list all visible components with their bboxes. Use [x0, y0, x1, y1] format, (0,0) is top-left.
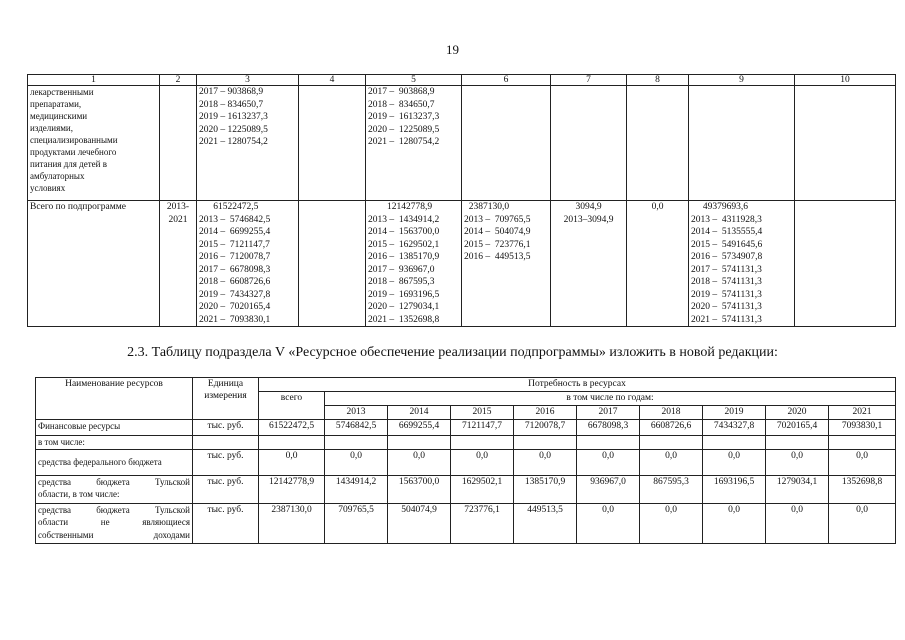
text-line: 2017 – 903868,9: [368, 87, 435, 97]
text-line: 2021 – 1280754,2: [368, 137, 440, 147]
text-line: 2017 – 6678098,3: [199, 264, 271, 275]
empty-cell: [193, 436, 259, 450]
header-total: всего: [259, 392, 325, 420]
text-line: 2018 – 834650,7: [199, 99, 264, 110]
year-header: 2019: [703, 406, 766, 420]
resource-name: [36, 503, 193, 543]
text-line: 2014 – 504074,9: [464, 227, 531, 237]
text-line: 2020 – 1279034,1: [368, 302, 440, 312]
col-number: 1: [28, 75, 160, 86]
table-row: [36, 449, 896, 475]
col-number: 9: [689, 75, 795, 86]
text-line: 2016 – 449513,5: [464, 252, 531, 262]
header-by-years: в том числе по годам:: [325, 392, 896, 406]
text-line: препаратами,: [30, 99, 82, 109]
text-line: 2014 – 5135555,4: [691, 227, 763, 237]
text-line: 2018 – 5741131,3: [691, 277, 762, 287]
text-line: 2020 – 1225089,5: [199, 124, 268, 135]
empty-cell: [462, 86, 551, 201]
row-name-cell: [28, 86, 160, 201]
text-line: 2015 – 7121147,7: [199, 239, 270, 250]
value-cell: 1352698,8: [829, 475, 896, 503]
text-line: измерения: [204, 391, 247, 401]
table-row: [36, 436, 896, 450]
empty-cell: [627, 86, 689, 201]
resources-table: [35, 377, 896, 544]
text-line: 2015 – 5491645,6: [691, 239, 763, 250]
header-row: [36, 378, 896, 392]
total-cell: 0,0: [259, 449, 325, 475]
value-cell: 867595,3: [640, 475, 703, 503]
unit-cell: тыс. руб.: [193, 449, 259, 475]
value-cell: 0,0: [829, 449, 896, 475]
empty-cell: [577, 436, 640, 450]
page-number: 19: [446, 42, 459, 57]
header-resource-name: Наименование ресурсов: [36, 378, 193, 420]
text-line: 2013-: [166, 202, 190, 212]
total-cell: 2387130,0: [259, 503, 325, 543]
value-cell: 6699255,4: [388, 420, 451, 436]
value-cell: 0,0: [703, 449, 766, 475]
text-line: 2013 – 709765,5: [464, 214, 531, 225]
text-line: 12142778,9: [368, 202, 433, 212]
value-cell: 5746842,5: [325, 420, 388, 436]
table-row: [36, 475, 896, 503]
empty-cell: [160, 86, 197, 201]
text-line: 2021: [168, 214, 188, 225]
value-cell: 504074,9: [388, 503, 451, 543]
col-number: 2: [160, 75, 197, 86]
empty-cell: [795, 201, 896, 327]
empty-cell: [640, 436, 703, 450]
value-cell: 1279034,1: [766, 475, 829, 503]
amount-cell: [462, 201, 551, 327]
section-heading: 2.3. Таблицу подраздела V «Ресурсное обеспечение реализации подпрограммы» изложить в новой редакции:: [127, 345, 778, 360]
value-cell: 0,0: [577, 449, 640, 475]
text-line: 2015 – 1629502,1: [368, 239, 440, 250]
table-row: [36, 420, 896, 436]
row-name-cell: Всего по подпрограмме: [28, 201, 160, 327]
text-line: Единица: [207, 379, 244, 389]
text-line: средства бюджета Тульской: [38, 504, 190, 515]
total-cell: 61522472,5: [259, 420, 325, 436]
text-line: 2020 – 7020165,4: [199, 302, 271, 312]
text-line: области, в том числе:: [38, 489, 120, 499]
resource-name: в том числе:: [36, 436, 193, 450]
text-line: 2014 – 1563700,0: [368, 227, 440, 237]
unit-cell: тыс. руб.: [193, 420, 259, 436]
value-cell: 1385170,9: [514, 475, 577, 503]
text-line: 2016 – 7120078,7: [199, 252, 271, 262]
text-line: 3094,9: [575, 202, 602, 212]
value-cell: 723776,1: [451, 503, 514, 543]
text-line: лекарственными: [30, 87, 94, 97]
empty-cell: [829, 436, 896, 450]
col-number: 8: [627, 75, 689, 86]
year-header: 2015: [451, 406, 514, 420]
empty-cell: [514, 436, 577, 450]
value-cell: 0,0: [514, 449, 577, 475]
col-number: 7: [551, 75, 627, 86]
text-line: 2019 – 7434327,8: [199, 289, 271, 300]
subprogram-table: [27, 74, 896, 327]
amount-cell: [366, 86, 462, 201]
amount-cell: 0,0: [627, 201, 689, 327]
text-line: 2018 – 6608726,6: [199, 277, 271, 287]
text-line: средства бюджета Тульской: [38, 476, 190, 487]
value-cell: 0,0: [577, 503, 640, 543]
value-cell: 1563700,0: [388, 475, 451, 503]
amount-cell: [689, 201, 795, 327]
empty-cell: [299, 201, 366, 327]
total-cell: 12142778,9: [259, 475, 325, 503]
text-line: 2019 – 1693196,5: [368, 289, 440, 300]
amount-cell: [551, 201, 627, 327]
text-line: 2016 – 1385170,9: [368, 252, 440, 262]
value-cell: 709765,5: [325, 503, 388, 543]
empty-cell: [795, 86, 896, 201]
empty-cell: [259, 436, 325, 450]
empty-cell: [766, 436, 829, 450]
year-header: 2020: [766, 406, 829, 420]
text-line: 61522472,5: [199, 202, 259, 212]
column-number-row: [28, 75, 896, 86]
text-line: 49379693,6: [691, 202, 748, 212]
empty-cell: [299, 86, 366, 201]
text-line: 2019 – 1613237,3: [199, 112, 268, 122]
amount-cell: [197, 201, 299, 327]
amount-cell: [366, 201, 462, 327]
value-cell: 0,0: [451, 449, 514, 475]
year-header: 2018: [640, 406, 703, 420]
amount-cell: [197, 86, 299, 201]
text-line: 2015 – 723776,1: [464, 239, 531, 250]
value-cell: 0,0: [766, 449, 829, 475]
text-line: 2013 – 5746842,5: [199, 214, 271, 225]
col-number: 10: [795, 75, 896, 86]
value-cell: 1434914,2: [325, 475, 388, 503]
text-line: специализированными: [30, 135, 118, 145]
col-number: 3: [197, 75, 299, 86]
empty-cell: [325, 436, 388, 450]
year-header: 2014: [388, 406, 451, 420]
header-need: Потребность в ресурсах: [259, 378, 896, 392]
value-cell: 0,0: [829, 503, 896, 543]
empty-cell: [451, 436, 514, 450]
table-row: [28, 86, 896, 201]
value-cell: 449513,5: [514, 503, 577, 543]
value-cell: 0,0: [325, 449, 388, 475]
year-header: 2021: [829, 406, 896, 420]
value-cell: 7434327,8: [703, 420, 766, 436]
value-cell: 7020165,4: [766, 420, 829, 436]
text-line: 2018 – 834650,7: [368, 99, 435, 110]
period-cell: [160, 201, 197, 327]
text-line: медицинскими: [30, 111, 88, 121]
text-line: 2020 – 5741131,3: [691, 302, 762, 312]
text-line: 2021 – 7093830,1: [199, 314, 271, 325]
text-line: 2387130,0: [464, 202, 510, 212]
table-row: [28, 201, 896, 327]
text-line: изделиями,: [30, 123, 73, 133]
text-line: 2019 – 1613237,3: [368, 112, 440, 122]
text-line: 2021 – 5741131,3: [691, 314, 762, 325]
unit-cell: тыс. руб.: [193, 475, 259, 503]
year-header: 2016: [514, 406, 577, 420]
col-number: 4: [299, 75, 366, 86]
resource-name: средства федерального бюджета: [36, 449, 193, 475]
value-cell: 7120078,7: [514, 420, 577, 436]
value-cell: 936967,0: [577, 475, 640, 503]
value-cell: 7093830,1: [829, 420, 896, 436]
value-cell: 0,0: [703, 503, 766, 543]
col-number: 5: [366, 75, 462, 86]
resource-name: Финансовые ресурсы: [36, 420, 193, 436]
value-cell: 0,0: [640, 449, 703, 475]
year-header: 2017: [577, 406, 640, 420]
text-line: 2014 – 6699255,4: [199, 227, 271, 237]
text-line: 2017 – 936967,0: [368, 264, 435, 275]
text-line: 2021 – 1352698,8: [368, 314, 440, 325]
text-line: 2016 – 5734907,8: [691, 252, 763, 262]
col-number: 6: [462, 75, 551, 86]
text-line: условиях: [30, 183, 66, 193]
text-line: 2018 – 867595,3: [368, 277, 435, 287]
text-line: питания для детей в: [30, 159, 107, 169]
text-line: амбулаторных: [30, 171, 85, 181]
value-cell: 6678098,3: [577, 420, 640, 436]
value-cell: 0,0: [766, 503, 829, 543]
table-row: [36, 503, 896, 543]
value-cell: 6608726,6: [640, 420, 703, 436]
value-cell: 7121147,7: [451, 420, 514, 436]
text-line: 2013 – 1434914,2: [368, 214, 440, 225]
text-line: 2019 – 5741131,3: [691, 289, 762, 300]
text-line: продуктами лечебного: [30, 147, 117, 157]
empty-cell: [689, 86, 795, 201]
year-header: 2013: [325, 406, 388, 420]
text-line: 2013 – 4311928,3: [691, 214, 762, 225]
resource-name: [36, 475, 193, 503]
unit-cell: тыс. руб.: [193, 503, 259, 543]
text-line: 2017 – 5741131,3: [691, 264, 762, 275]
empty-cell: [703, 436, 766, 450]
text-line: 2021 – 1280754,2: [199, 137, 268, 147]
value-cell: 1693196,5: [703, 475, 766, 503]
empty-cell: [388, 436, 451, 450]
text-line: 2013–3094,9: [563, 214, 614, 225]
empty-cell: [551, 86, 627, 201]
value-cell: 0,0: [640, 503, 703, 543]
text-line: 2017 – 903868,9: [199, 87, 264, 97]
text-line: собственными доходами: [38, 529, 190, 540]
text-line: области не являющиеся: [38, 517, 190, 527]
value-cell: 1629502,1: [451, 475, 514, 503]
value-cell: 0,0: [388, 449, 451, 475]
text-line: 2020 – 1225089,5: [368, 124, 440, 135]
header-unit: [193, 378, 259, 420]
